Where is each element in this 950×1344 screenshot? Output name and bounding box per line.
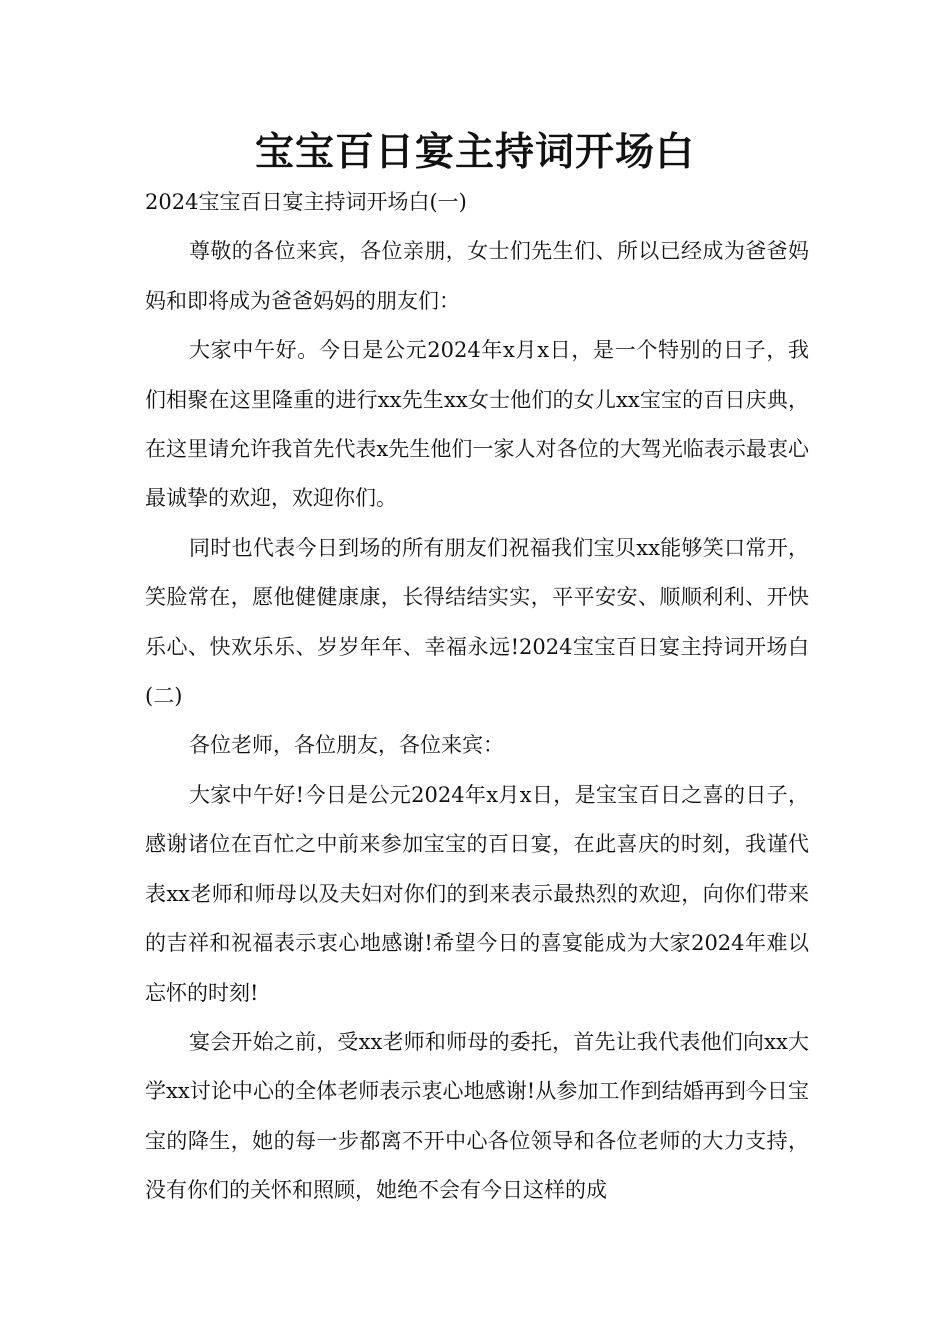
document-title: 宝宝百日宴主持词开场白 xyxy=(254,130,695,175)
paragraph-greeting-2: 各位老师，各位朋友，各位来宾： xyxy=(189,733,504,758)
paragraph-appreciation: 宴会开始之前，受xx老师和师母的委托，首先让我代表他们向xx大学xx讨论中心的全体老师表示衷心地感谢!从参加工作到结婚再到今日宝宝的降生，她的每一步都离不开中心各位领导和各位老师的大力支持，没有你们的关怀和照顾，她绝不会有今日这样的成 xyxy=(145,1029,809,1203)
paragraph-welcome: 大家中午好。今日是公元2024年x月x日，是一个特别的日子，我们相聚在这里隆重的进行xx先生xx女士他们的女儿xx宝宝的百日庆典，在这里请允许我首先代表x先生他们一家人对各位的大驾光临表示最衷心最诚挚的欢迎，欢迎你们。 xyxy=(145,338,809,511)
paragraph-blessing: 同时也代表今日到场的所有朋友们祝福我们宝贝xx能够笑口常开，笑脸常在，愿他健健康康，长得结结实实，平平安安、顺顺利利、开快乐心、快欢乐乐、岁岁年年、幸福永远!2024宝宝百日宴主持词开场白(二) xyxy=(145,535,809,709)
document-body xyxy=(145,178,809,1216)
paragraph-greeting-1: 尊敬的各位来宾，各位亲朋，女士们先生们、所以已经成为爸爸妈妈和即将成为爸爸妈妈的朋友们： xyxy=(145,239,809,313)
paragraph-thanks: 大家中午好!今日是公元2024年x月x日，是宝宝百日之喜的日子，感谢诸位在百忙之中前来参加宝宝的百日宴，在此喜庆的时刻，我谨代表xx老师和师母以及夫妇对你们的到来表示最热烈的欢迎，向你们带来的吉祥和祝福表示衷心地感谢!希望今日的喜宴能成为大家2024年难以忘怀的时刻! xyxy=(145,782,809,1005)
paragraph-heading-1: 2024宝宝百日宴主持词开场白(一) xyxy=(145,190,467,214)
